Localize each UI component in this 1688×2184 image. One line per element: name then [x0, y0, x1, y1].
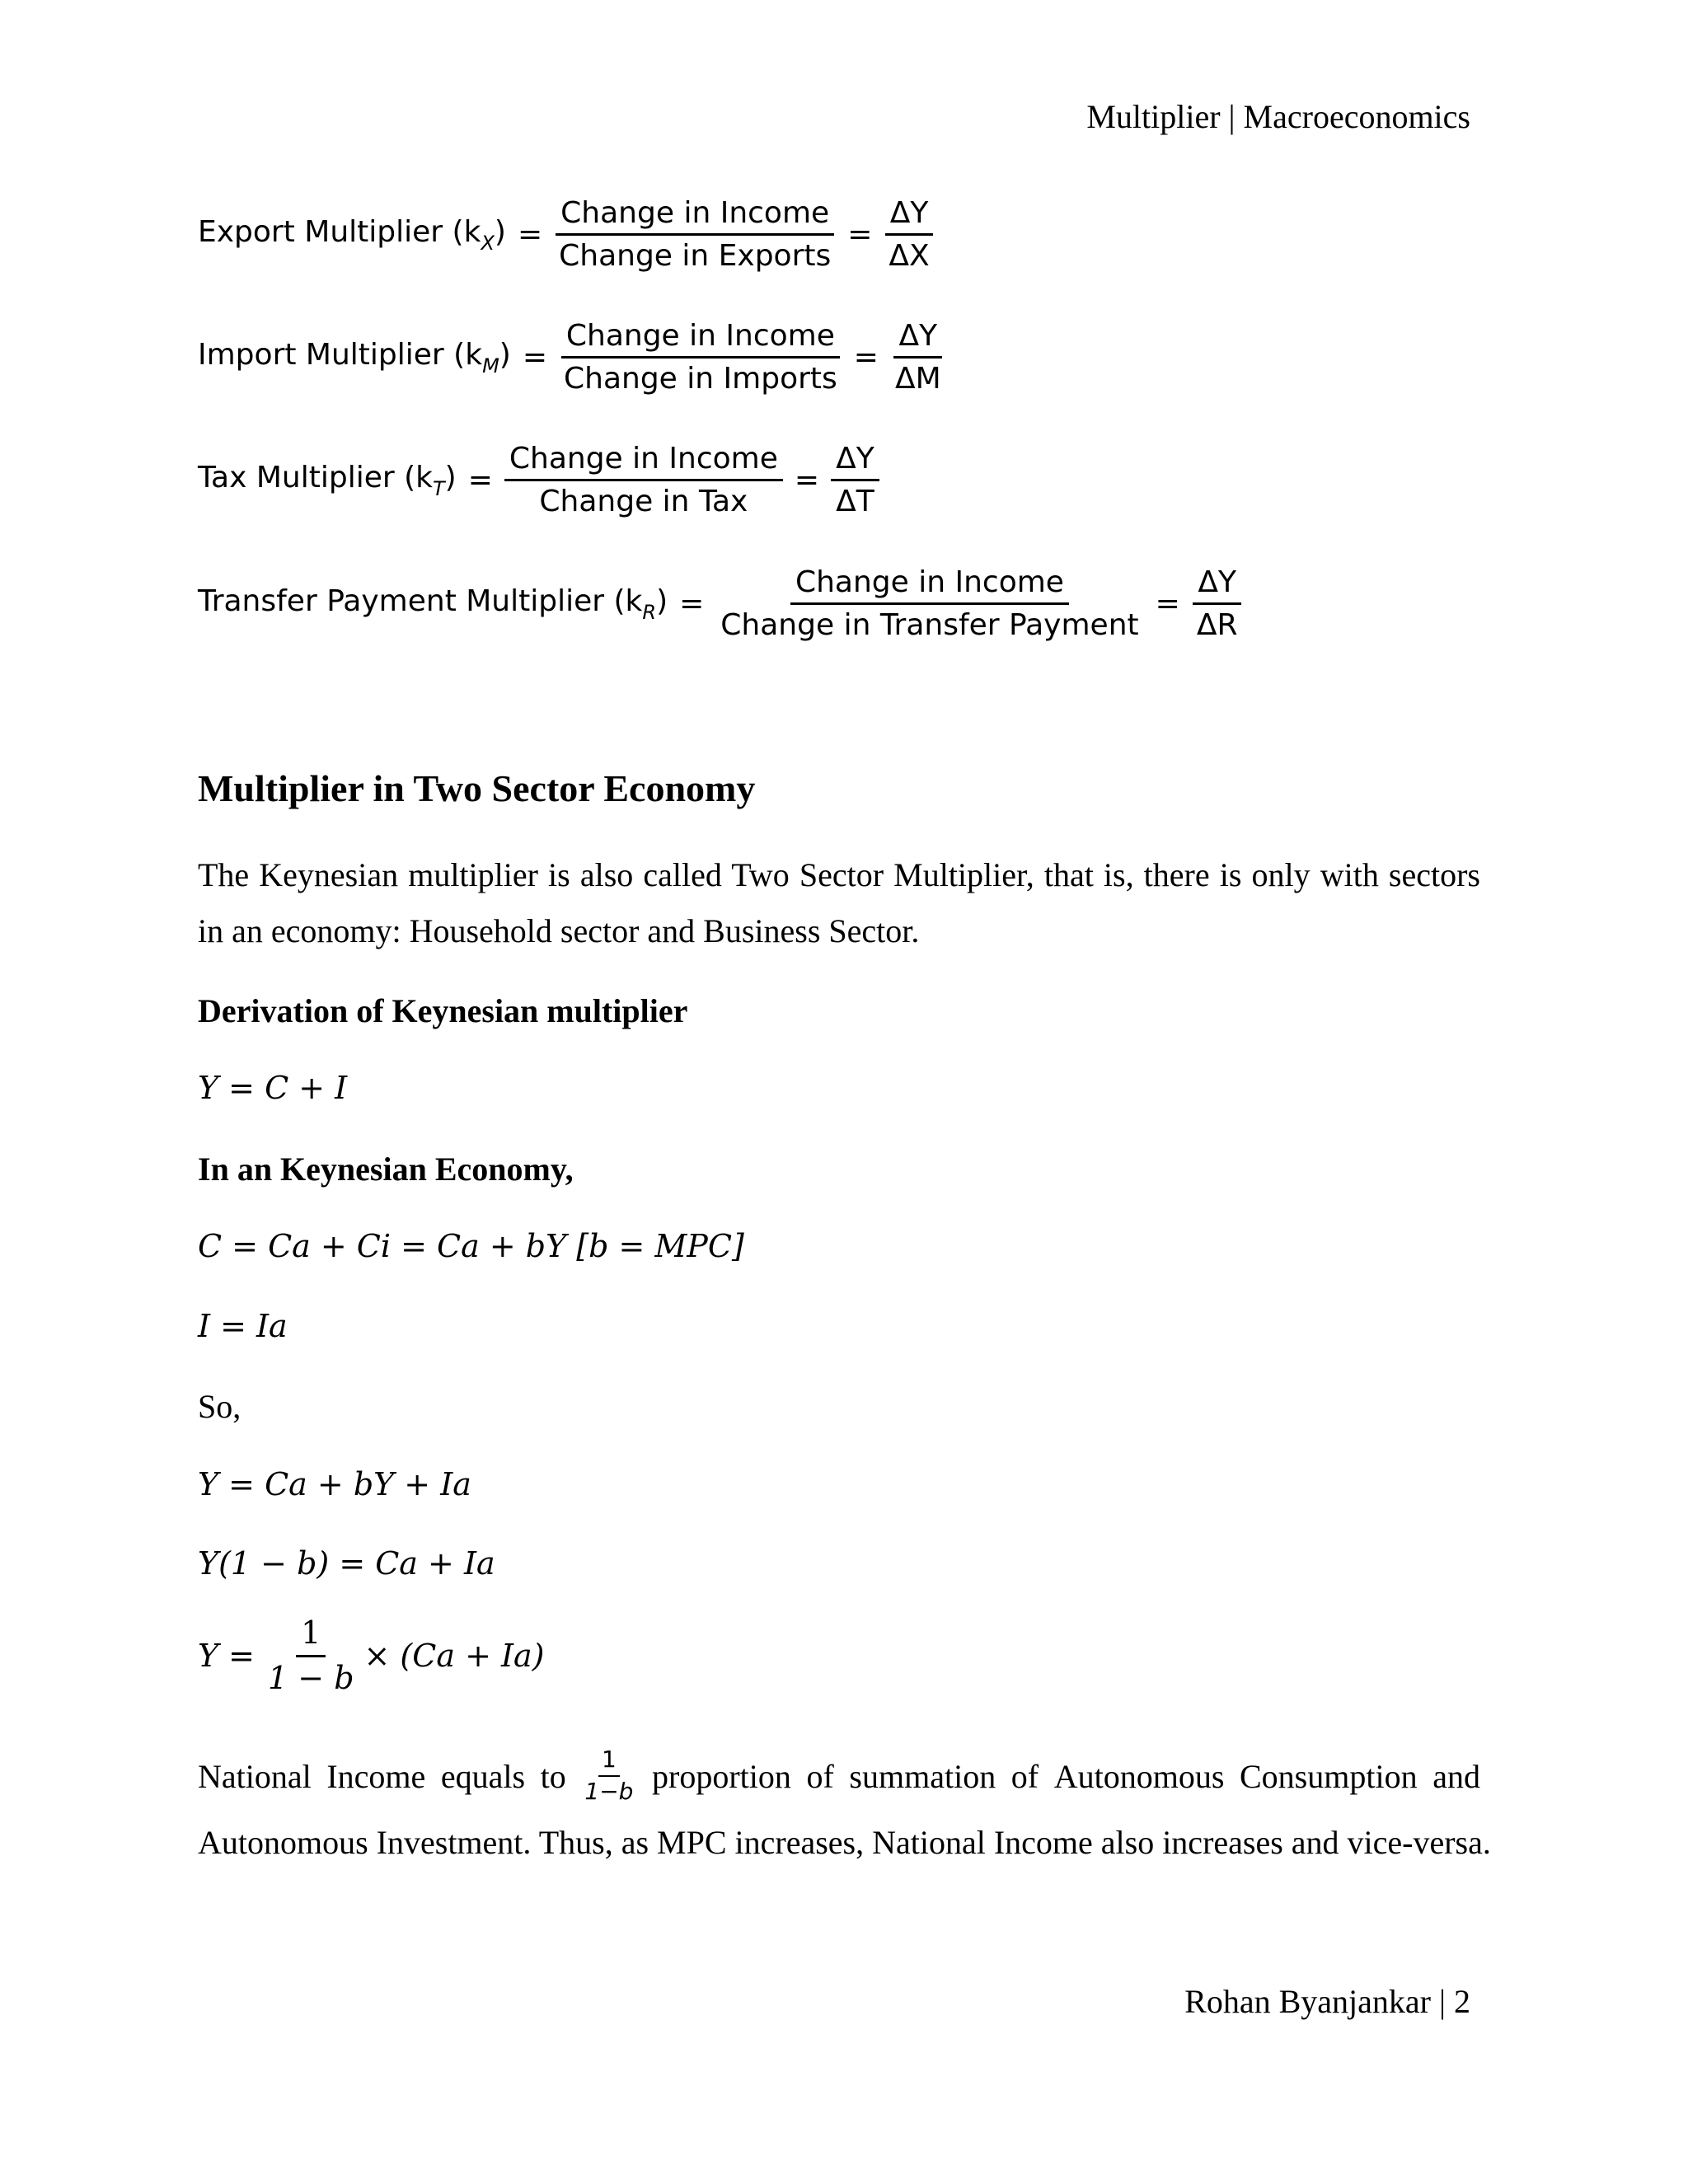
delta-numerator: ΔY: [1193, 565, 1241, 605]
final-numerator: 1: [296, 1615, 326, 1657]
equals-sign: =: [1155, 587, 1180, 621]
word: Consumption: [1240, 1757, 1418, 1795]
delta-numerator: ΔY: [831, 442, 879, 481]
formula-label: Import Multiplier $(k_M)$: [198, 337, 511, 377]
intro-paragraph: The Keynesian multiplier is also called Two Sector Multiplier, that is, there is only with sectors in an economy: Household sector and Business Sector.: [198, 856, 1480, 949]
equation-investment: I = Ia: [198, 1308, 288, 1344]
conclusion-paragraph: [198, 1739, 1491, 1862]
derivation-heading: Derivation of Keynesian multiplier: [198, 992, 688, 1029]
equals-sign: =: [679, 587, 705, 621]
fraction-words: [504, 442, 783, 519]
word: and: [1432, 1757, 1480, 1795]
delta-numerator: ΔY: [893, 319, 942, 359]
fraction-delta: [1192, 565, 1243, 643]
equation-factored: Y(1 − b) = Ca + Ia: [198, 1545, 495, 1582]
fraction-denominator: Change in Imports: [564, 362, 837, 396]
delta-denominator: ΔR: [1196, 608, 1238, 643]
equals-sign: =: [794, 463, 820, 498]
fraction-numerator: Change in Income: [504, 442, 783, 481]
tax-multiplier-formula: [198, 442, 879, 519]
page-footer: Rohan Byanjankar | 2: [1184, 1983, 1470, 2020]
delta-denominator: ΔM: [894, 362, 941, 396]
equals-sign: =: [847, 218, 873, 252]
inline-fraction: [581, 1747, 636, 1805]
final-denominator: 1 − b: [268, 1659, 354, 1696]
fraction-numerator: Change in Income: [556, 196, 834, 236]
fraction-words: [715, 565, 1143, 643]
word: Autonomous: [1053, 1757, 1225, 1795]
fraction-denominator: Change in Exports: [559, 239, 832, 274]
transfer-payment-multiplier-formula: [198, 565, 1242, 643]
word: proportion: [652, 1757, 791, 1795]
fraction-words: [559, 319, 842, 396]
final-fraction: [263, 1615, 359, 1696]
delta-numerator: ΔY: [885, 196, 934, 236]
equals-sign: =: [853, 340, 879, 375]
fraction-delta: [890, 319, 946, 396]
word: equals: [440, 1757, 526, 1795]
delta-denominator: ΔT: [836, 485, 874, 519]
formula-label: Export Multiplier $(k_X)$: [198, 214, 506, 255]
fraction-words: [554, 196, 836, 274]
fraction-delta: [831, 442, 879, 519]
inline-fraction-denominator: 1−b: [584, 1778, 634, 1805]
final-lhs: Y =: [198, 1638, 256, 1675]
word: of: [806, 1757, 834, 1795]
fraction-denominator: Change in Tax: [539, 485, 748, 519]
conclusion-line-1: [198, 1739, 1480, 1813]
fraction-numerator: Change in Income: [561, 319, 840, 359]
so-text: So,: [198, 1388, 241, 1425]
equals-sign: =: [522, 340, 547, 375]
section-title: Multiplier in Two Sector Economy: [198, 767, 756, 809]
fraction-delta: [884, 196, 934, 274]
keynesian-economy-heading: In an Keynesian Economy,: [198, 1151, 574, 1188]
conclusion-line-2: Autonomous Investment. Thus, as MPC increases, National Income also increases and vice-versa.: [198, 1824, 1491, 1861]
equals-sign: =: [517, 218, 543, 252]
formula-label: Transfer Payment Multiplier $(k_R)$: [198, 583, 668, 624]
equation-final: [198, 1615, 544, 1696]
word: Income: [326, 1757, 426, 1795]
word: to: [540, 1757, 566, 1795]
equals-sign: =: [467, 463, 493, 498]
word: summation: [849, 1757, 996, 1795]
fraction-numerator: Change in Income: [790, 565, 1069, 605]
export-multiplier-formula: [198, 196, 935, 274]
delta-denominator: ΔX: [889, 239, 930, 274]
word: National: [198, 1757, 312, 1795]
fraction-denominator: Change in Transfer Payment: [720, 608, 1139, 643]
equation-consumption: C = Ca + Ci = Ca + bY [b = MPC]: [198, 1228, 744, 1264]
equation-substitution: Y = Ca + bY + Ia: [198, 1466, 471, 1502]
formula-label: Tax Multiplier $(k_T)$: [198, 460, 457, 500]
word: of: [1010, 1757, 1039, 1795]
inline-fraction-numerator: 1: [598, 1747, 620, 1777]
equation-income: Y = C + I: [198, 1070, 348, 1106]
final-rhs: × (Ca + Ia): [363, 1638, 545, 1675]
running-header: Multiplier | Macroeconomics: [1086, 98, 1470, 135]
import-multiplier-formula: [198, 319, 946, 396]
